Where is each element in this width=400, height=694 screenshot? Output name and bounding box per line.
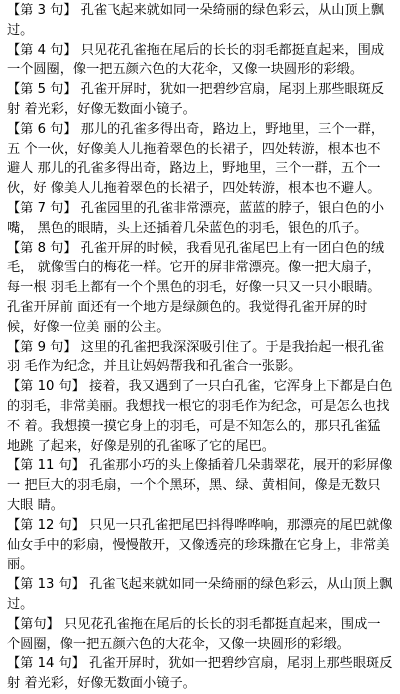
sentence-text: 孔雀开屏时，犹如一把碧纱宫扇，尾羽上那些眼斑反射 着光彩，好像无数面小镜子。 — [7, 656, 393, 692]
sentence-number: 【第 7 句】 — [7, 200, 77, 216]
sentence-paragraph — [7, 615, 393, 655]
sentence-text: 只见花孔雀拖在尾后的长长的羽毛都挺直起来，围成一个圆圈，像一把五颜六色的大花伞，又像一块圆形的彩缎。 — [7, 42, 385, 78]
sentence-number: 【第句】 — [7, 616, 60, 632]
sentence-number: 【第 11 句】 — [7, 458, 85, 474]
sentence-paragraph — [7, 80, 393, 120]
sentence-number: 【第 10 句】 — [7, 379, 85, 395]
sentence-number: 【第 9 句】 — [7, 339, 77, 355]
sentence-paragraph — [7, 338, 393, 378]
sentence-paragraph — [7, 239, 393, 338]
sentence-number: 【第 6 句】 — [7, 121, 77, 137]
sentence-paragraph — [7, 377, 393, 456]
sentence-number: 【第 14 句】 — [7, 656, 85, 672]
sentence-paragraph — [7, 41, 393, 81]
sentence-text: 这里的孔雀把我深深吸引住了。于是我抬起一根孔雀羽 毛作为纪念，并且让妈妈帮我和孔雀合一张影。 — [7, 339, 385, 375]
sentence-text: 只见一只孔雀把尾巴抖得哗哗响，那漂亮的尾巴就像 仙女手中的彩扇，慢慢散开，又像透亮的珍珠撒在它身上，非常美 丽。 — [7, 517, 393, 573]
sentence-text: 孔雀那小巧的头上像插着几朵翡翠花，展开的彩屏像一 把巨大的羽毛扇，一个个黑环，黑、绿、黄相间，像是无数只大眼 睛。 — [7, 458, 393, 513]
sentence-number: 【第 4 句】 — [7, 42, 77, 58]
sentence-paragraph — [7, 1, 393, 41]
sentence-paragraph — [7, 120, 393, 199]
sentence-paragraph — [7, 456, 393, 515]
sentence-number: 【第 5 句】 — [7, 82, 77, 98]
sentence-paragraph — [7, 516, 393, 575]
sentence-text: 孔雀开屏时，犹如一把碧纱宫扇，尾羽上那些眼斑反射 着光彩，好像无数面小镜子。 — [7, 82, 385, 117]
sentence-text: 接着，我又遇到了一只白孔雀，它浑身上下都是白色 的羽毛，非常美丽。我想找一根它的羽毛作为纪念，可是怎么也找不 着。我想摸一摸它身上的羽毛，可是不知怎么的，那只孔雀猛地跳 了起来，好像是别的孔雀啄了它的尾巴。 — [7, 379, 393, 454]
sentence-number: 【第 12 句】 — [7, 517, 85, 533]
sentence-text: 孔雀园里的孔雀非常漂亮，蓝蓝的脖子，银白色的小嘴， 黑色的眼睛，头上还插着几朵蓝色的羽毛，银色的爪子。 — [7, 200, 385, 236]
sentence-text: 孔雀飞起来就如同一朵绮丽的绿色彩云，从山顶上飘过。 — [7, 3, 385, 38]
sentence-text: 孔雀飞起来就如同一朵绮丽的绿色彩云，从山顶上飘过。 — [7, 577, 393, 612]
sentence-number: 【第 8 句】 — [7, 240, 77, 256]
sentence-number: 【第 13 句】 — [7, 577, 85, 593]
sentence-text: 孔雀开屏的时候，我看见孔雀尾巴上有一团白色的绒毛， 就像雪白的梅花一样。它开的屏非常漂亮。像一把大扇子，每一根 羽毛上都有一个个黑色的羽毛，好像一只又一只小眼睛。孔雀开屏前 面还有一个地方是绿颜色的。我觉得孔雀开屏的时候，好像一位美 丽的公主。 — [7, 240, 385, 335]
sentence-number: 【第 3 句】 — [7, 3, 77, 18]
sentence-text: 只见花孔雀拖在尾后的长长的羽毛都挺直起来，围成一个圆圈，像一把五颜六色的大花伞，又像一块圆形的彩缎。 — [7, 616, 381, 652]
sentence-paragraph — [7, 575, 393, 615]
sentence-paragraph — [7, 199, 393, 239]
sentence-paragraph — [7, 654, 393, 694]
sentence-text: 那儿的孔雀多得出奇，路边上，野地里，三个一群，五 个一伙，好像美人儿拖着翠色的长裙子，四处转游，根本也不避人 那儿的孔雀多得出奇，路边上，野地里，三个一群，五个一伙，好 像美人儿拖着翠色的长裙子，四处转游，根本也不避人。 — [7, 121, 385, 197]
